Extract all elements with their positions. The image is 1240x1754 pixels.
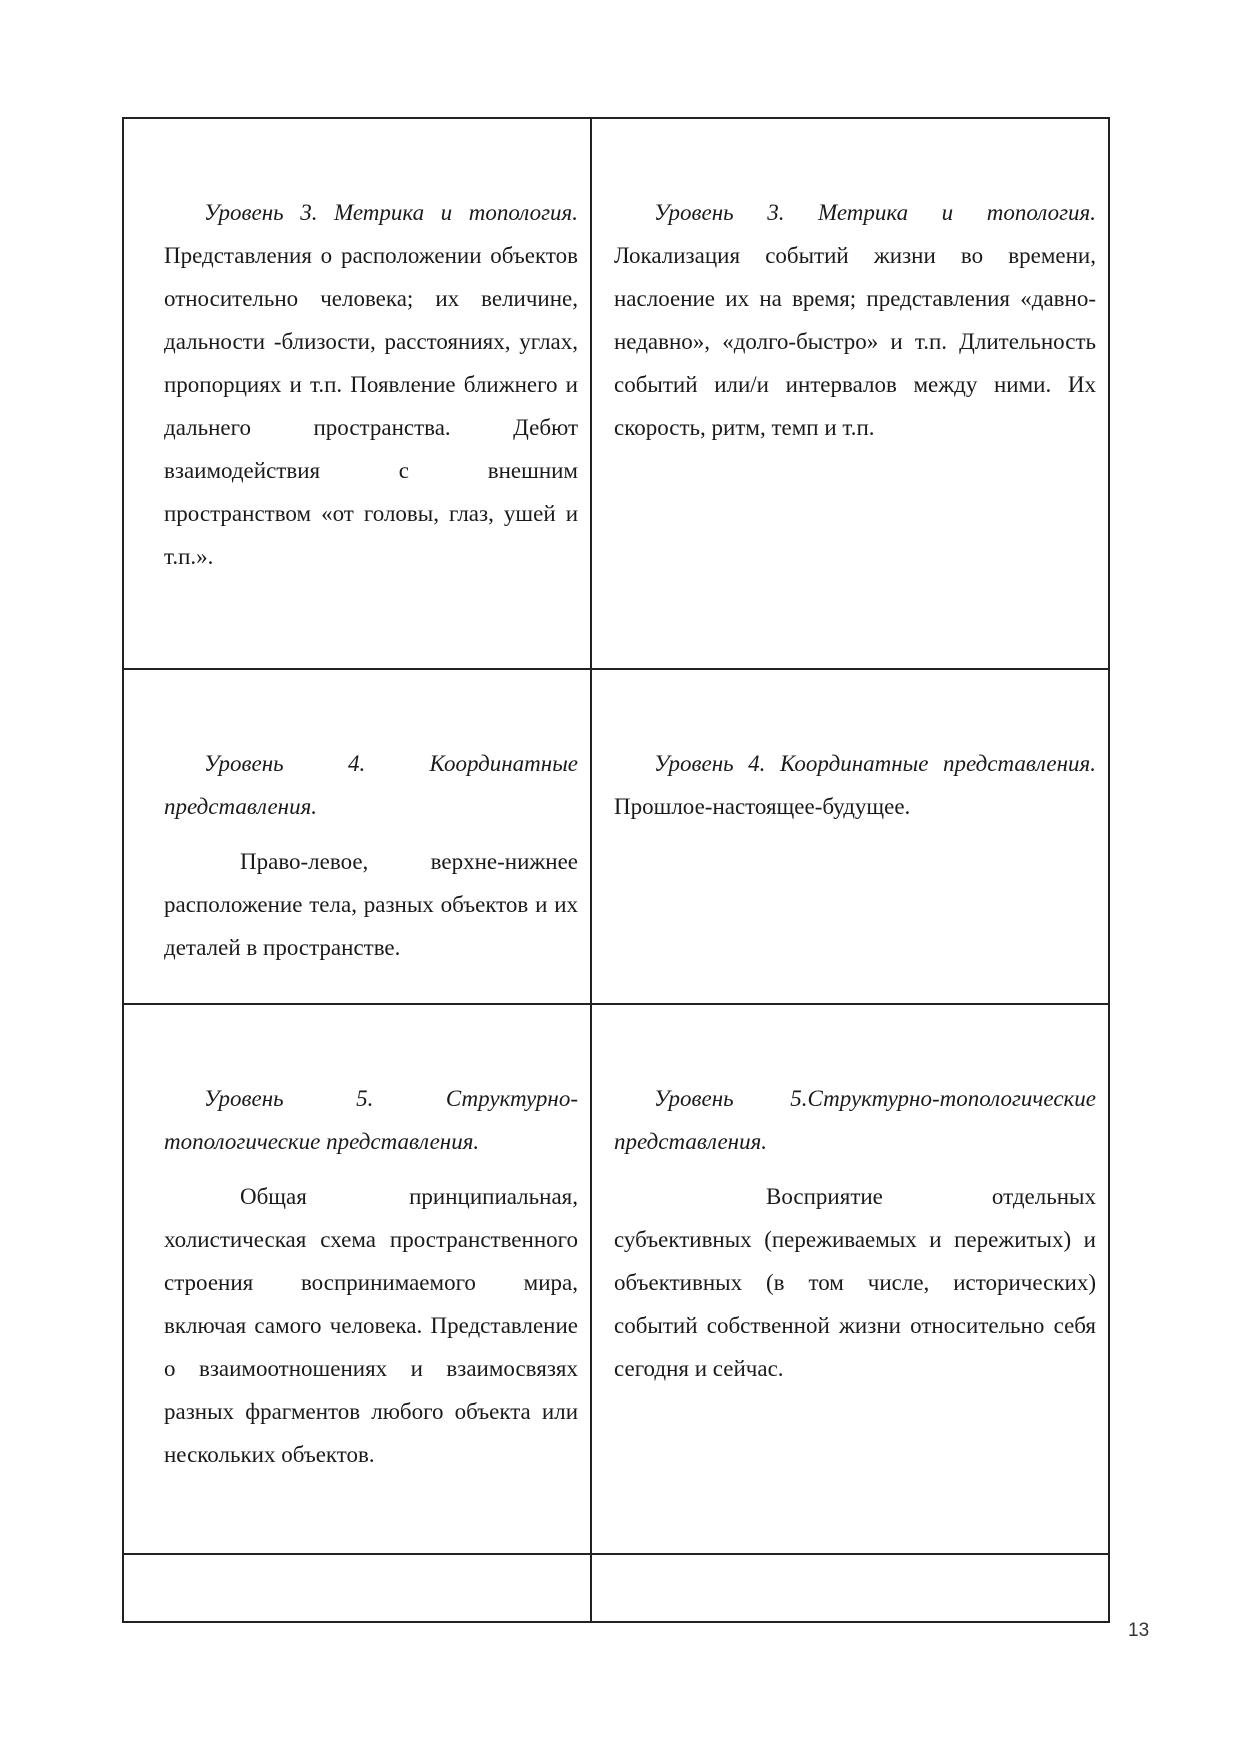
table-cell-left	[123, 1004, 591, 1554]
table-row	[123, 669, 1109, 1004]
table-cell-right	[591, 1004, 1109, 1554]
table-cell-left	[123, 118, 591, 669]
table-cell-right	[591, 1554, 1109, 1622]
cell-heading: Уровень 3. Метрика и топология.	[204, 200, 578, 225]
cell-text: Локализация событий жизни во времени, наслоение их на время; представления «давно-недавно», «долго-быстро» и т.п. Длительность событий или/и интервалов между ними. Их скорость, ритм, темп и т.п.	[614, 243, 1096, 440]
cell-heading: Уровень 4. Координатные представления.	[654, 751, 1096, 776]
cell-text: Прошлое-настоящее-будущее.	[614, 794, 911, 819]
cell-heading: Уровень 5.Структурно-топологические представления.	[614, 1086, 1096, 1154]
cell-heading: Уровень 5. Структурно-топологические представления.	[164, 1086, 578, 1154]
table-cell-left	[123, 669, 591, 1004]
table-row	[123, 118, 1109, 669]
table-cell-right	[591, 118, 1109, 669]
comparison-table	[122, 117, 1110, 1623]
cell-text: Право-левое, верхне-нижнее расположение тела, разных объектов и их деталей в пространстве.	[164, 849, 578, 960]
cell-heading: Уровень 4. Координатные представления.	[164, 751, 578, 819]
table-cell-left	[123, 1554, 591, 1622]
cell-text: Представления о расположении объектов относительно человека; их величине, дальности -близости, расстояниях, углах, пропорциях и т.п. Появление ближнего и дальнего пространства. Дебют взаимодействия с внешним пространством «от головы, глаз, ушей и т.п.».	[164, 243, 578, 569]
page-number: 13	[1128, 1620, 1150, 1641]
cell-text: Общая принципиальная, холистическая схема пространственного строения воспринимаемого мира, включая самого человека. Представление о взаимоотношениях и взаимосвязях разных фрагментов любого объекта или нескольких объектов.	[164, 1184, 578, 1467]
cell-text: Восприятие отдельных субъективных (переживаемых и пережитых) и объективных (в том числе, исторических) событий собственной жизни относительно себя сегодня и сейчас.	[614, 1184, 1096, 1381]
table-cell-right	[591, 669, 1109, 1004]
table-row	[123, 1004, 1109, 1554]
table-row-empty	[123, 1554, 1109, 1622]
cell-heading: Уровень 3. Метрика и топология.	[654, 200, 1096, 225]
